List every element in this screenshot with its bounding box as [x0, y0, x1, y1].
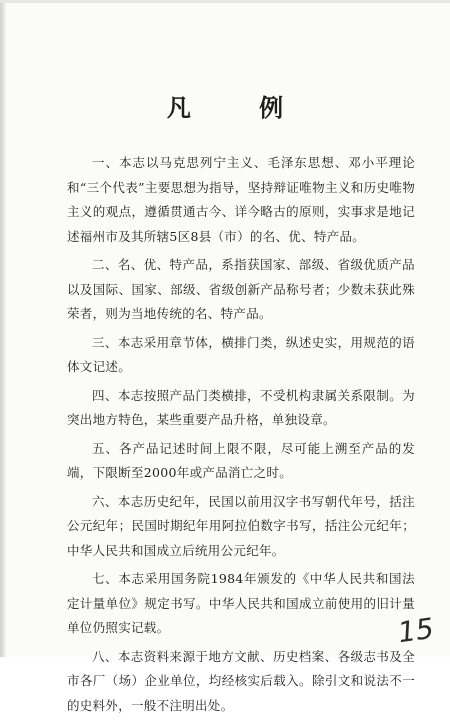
paragraph-6: 六、本志历史纪年，民国以前用汉字书写朝代年号，括注公元纪年；民国时期纪年用阿拉伯数字书写，括注公元纪年；中华人民共和国成立后统用公元纪年。: [67, 493, 415, 558]
paragraph-1: 一、本志以马克思列宁主义、毛泽东思想、邓小平理论和“三个代表”主要思想为指导，坚持辩证唯物主义和历史唯物主义的观点，遵循贯通古今、详今略古的原则，实事求是地记述福州市及其所辖5区8县（市）的名、优、特产品。: [67, 155, 415, 244]
paragraph-2: 二、名、优、特产品，系指获国家、部级、省级优质产品以及国际、国家、部级、省级创新产品称号者；少数未获此殊荣者，则为当地传统的名、特产品。: [67, 257, 415, 321]
handwritten-page-number: 15: [396, 611, 437, 650]
page-title: 凡 例: [166, 93, 314, 122]
paragraph-3: 三、本志采用章节体，横排门类，纵述史实，用规范的语体文记述。: [67, 334, 415, 374]
document-body: [67, 151, 415, 722]
paragraph-5: 五、各产品记述时间上限不限，尽可能上溯至产品的发端，下限断至2000年或产品消亡之时。: [67, 440, 415, 480]
paragraph-8: 八、本志资料来源于地方文献、历史档案、各级志书及全市各厂（场）企业单位，均经核实后载入。除引文和说法不一的史料外，一般不注明出处。: [67, 648, 415, 713]
scan-shadow-top: [0, 0, 450, 3]
paragraph-4: 四、本志按照产品门类横排，不受机构隶属关系限制。为突出地方特色，某些重要产品升格，单独设章。: [67, 387, 415, 427]
paragraph-7: 七、本志采用国务院1984年颁发的《中华人民共和国法定计量单位》规定书写。中华人民共和国成立前使用的旧计量单位仍照实记载。: [67, 571, 415, 635]
